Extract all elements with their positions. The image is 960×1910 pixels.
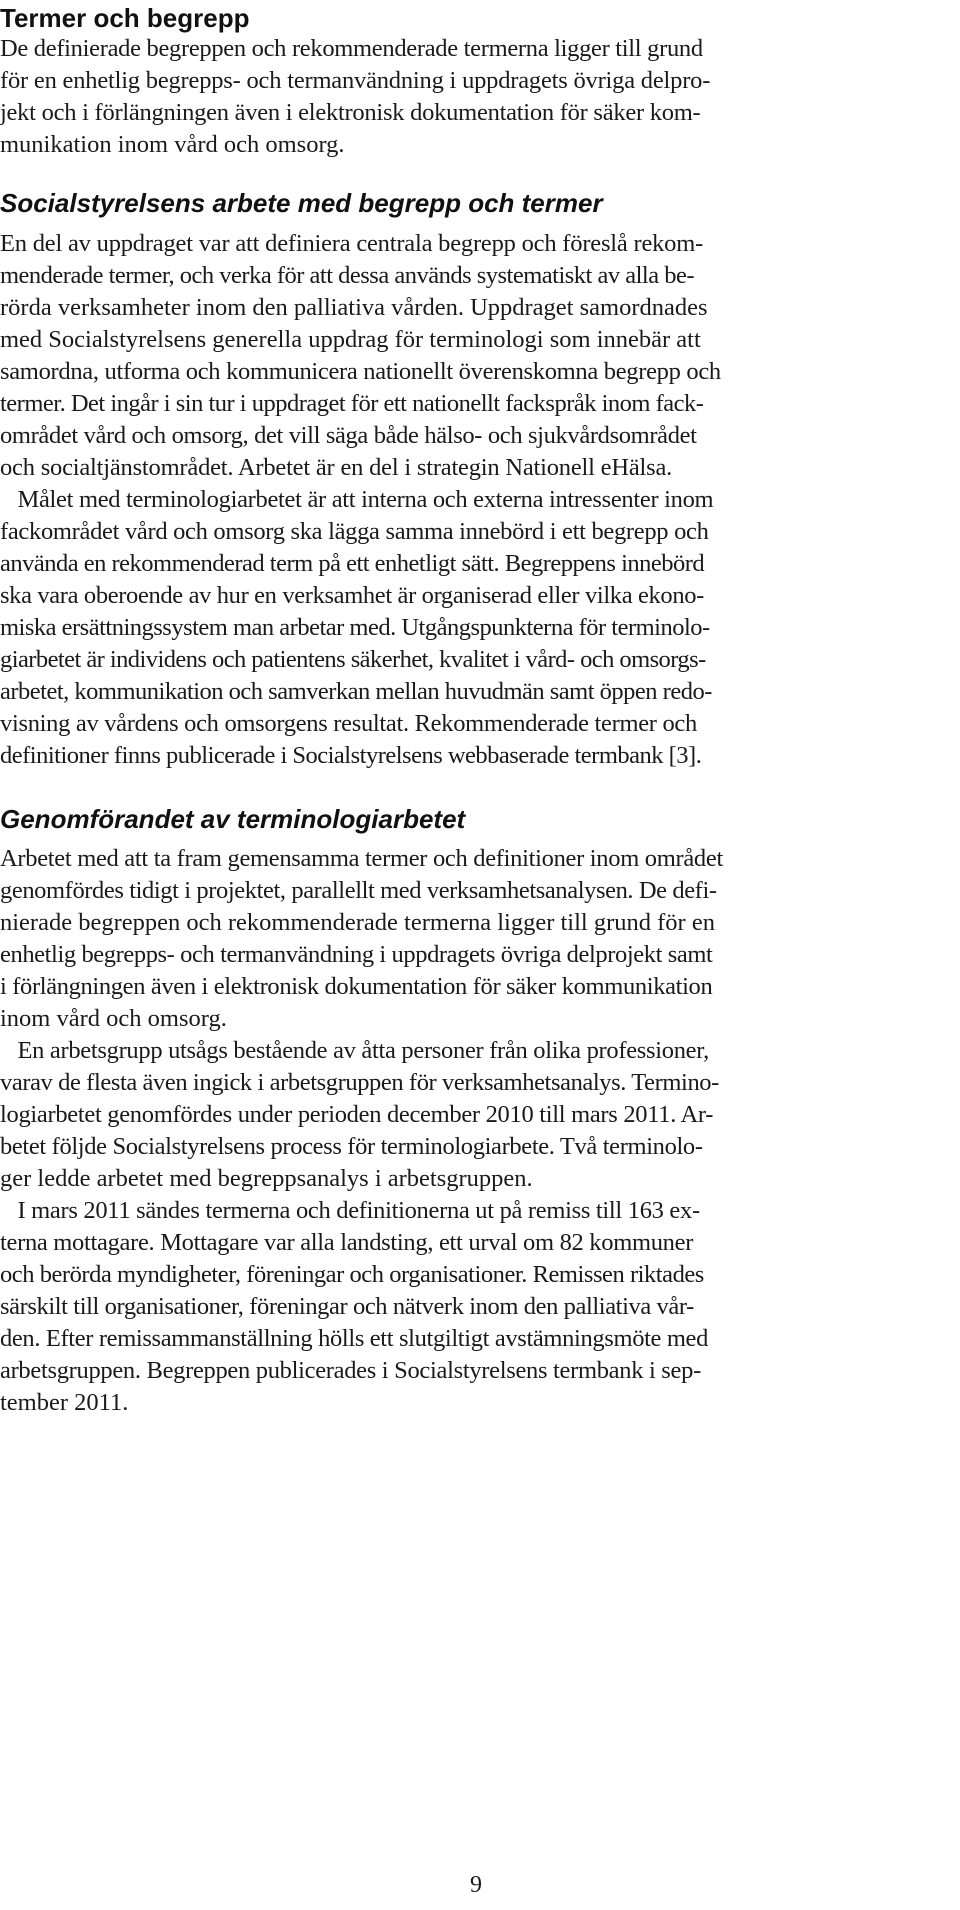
paragraph-line: De definierade begreppen och rekommenderade termerna ligger till grund: [0, 35, 703, 62]
paragraph-line: En arbetsgrupp utsågs bestående av åtta personer från olika professioner,: [0, 1037, 709, 1064]
paragraph-line: fackområdet vård och omsorg ska lägga samma innebörd i ett begrepp och: [0, 518, 709, 545]
paragraph-line: samordna, utforma och kommunicera nationellt överenskomna begrepp och: [0, 358, 721, 385]
paragraph-line: ger ledde arbetet med begreppsanalys i arbetsgruppen.: [0, 1165, 533, 1192]
paragraph-line: för en enhetlig begrepps- och termanvändning i uppdragets övriga delpro-: [0, 67, 711, 94]
paragraph-line: Målet med terminologiarbetet är att interna och externa intressenter inom: [0, 486, 714, 513]
paragraph-line: arbetsgruppen. Begreppen publicerades i Socialstyrelsens termbank i sep-: [0, 1357, 701, 1384]
paragraph-line: tember 2011.: [0, 1389, 129, 1416]
paragraph-line: visning av vårdens och omsorgens resultat. Rekommenderade termer och: [0, 710, 697, 737]
section-heading-socialstyrelsens-arbete: Socialstyrelsens arbete med begrepp och termer: [0, 188, 603, 218]
paragraph-line: enhetlig begrepps- och termanvändning i uppdragets övriga delprojekt samt: [0, 941, 713, 968]
paragraph-line: använda en rekommenderad term på ett enhetligt sätt. Begreppens innebörd: [0, 550, 705, 577]
paragraph-line: I mars 2011 sändes termerna och definitionerna ut på remiss till 163 ex-: [0, 1197, 700, 1224]
paragraph-line: särskilt till organisationer, föreningar och nätverk inom den palliativa vår-: [0, 1293, 694, 1320]
paragraph-line: och socialtjänstområdet. Arbetet är en del i strategin Nationell eHälsa.: [0, 454, 673, 481]
paragraph-line: med Socialstyrelsens generella uppdrag för terminologi som innebär att: [0, 326, 701, 353]
page-number: 9: [470, 1872, 482, 1898]
paragraph-line: nierade begreppen och rekommenderade termerna ligger till grund för en: [0, 909, 715, 936]
section-heading-termer-och-begrepp: Termer och begrepp: [0, 3, 250, 33]
paragraph-line: definitioner finns publicerade i Socialstyrelsens webbaserade termbank [3].: [0, 742, 702, 769]
paragraph-line: arbetet, kommunikation och samverkan mellan huvudmän samt öppen redo-: [0, 678, 712, 705]
paragraph-line: i förlängningen även i elektronisk dokumentation för säker kommunikation: [0, 973, 713, 1000]
paragraph-line: menderade termer, och verka för att dessa används systematiskt av alla be-: [0, 262, 695, 289]
paragraph-line: den. Efter remissammanställning hölls ett slutgiltigt avstämningsmöte med: [0, 1325, 708, 1352]
paragraph-line: området vård och omsorg, det vill säga både hälso- och sjukvårdsområdet: [0, 422, 697, 449]
paragraph-line: En del av uppdraget var att definiera centrala begrepp och föreslå rekom-: [0, 230, 704, 257]
paragraph-line: inom vård och omsorg.: [0, 1005, 227, 1032]
paragraph-line: betet följde Socialstyrelsens process för terminologiarbete. Två terminolo-: [0, 1133, 703, 1160]
paragraph-line: termer. Det ingår i sin tur i uppdraget för ett nationellt fackspråk inom fack-: [0, 390, 704, 417]
paragraph-line: jekt och i förlängningen även i elektronisk dokumentation för säker kom-: [0, 99, 701, 126]
paragraph-line: giarbetet är individens och patientens säkerhet, kvalitet i vård- och omsorgs-: [0, 646, 706, 673]
paragraph-line: munikation inom vård och omsorg.: [0, 131, 345, 158]
paragraph-line: logiarbetet genomfördes under perioden december 2010 till mars 2011. Ar-: [0, 1101, 714, 1128]
paragraph-line: Arbetet med att ta fram gemensamma termer och definitioner inom området: [0, 845, 723, 872]
paragraph-line: ska vara oberoende av hur en verksamhet är organiserad eller vilka ekono-: [0, 582, 704, 609]
paragraph-line: miska ersättningssystem man arbetar med. Utgångspunkterna för terminolo-: [0, 614, 710, 641]
paragraph-line: genomfördes tidigt i projektet, parallellt med verksamhetsanalysen. De defi-: [0, 877, 717, 904]
paragraph-line: rörda verksamheter inom den palliativa vården. Uppdraget samordnades: [0, 294, 708, 321]
section-heading-genomforandet: Genomförandet av terminologiarbetet: [0, 804, 466, 834]
paragraph-line: och berörda myndigheter, föreningar och organisationer. Remissen riktades: [0, 1261, 704, 1288]
paragraph-line: terna mottagare. Mottagare var alla landsting, ett urval om 82 kommuner: [0, 1229, 694, 1256]
paragraph-line: varav de flesta även ingick i arbetsgruppen för verksamhetsanalys. Termino-: [0, 1069, 719, 1096]
